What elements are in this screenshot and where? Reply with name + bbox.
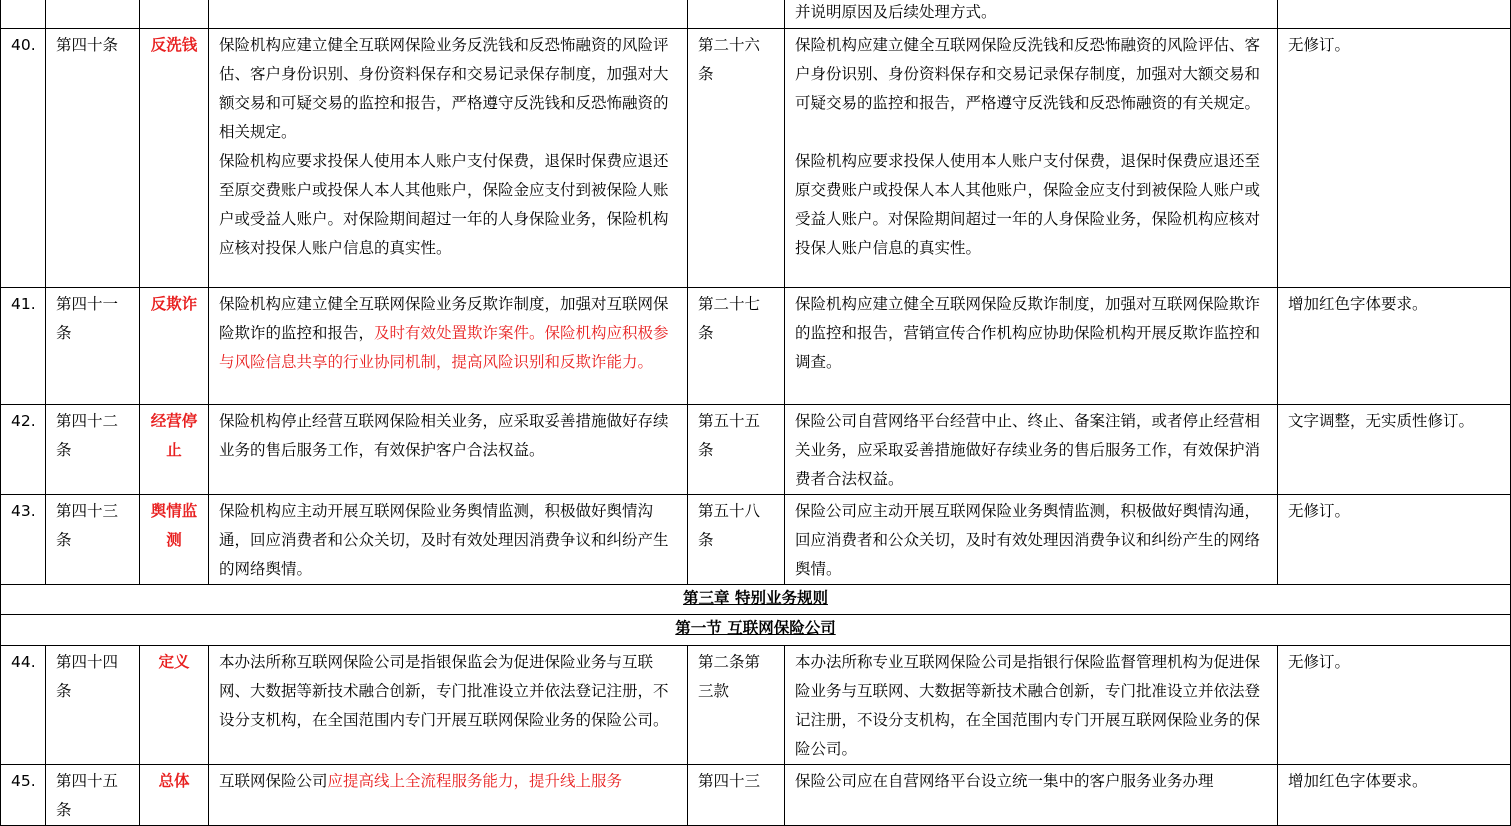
chapter-title: 第三章 特别业务规则 [1,585,1511,615]
table-row [1,495,1511,585]
num-cell: 41. [1,288,46,405]
current-text: 保险机构应建立健全互联网保险业务反欺诈制度，加强对互联网保险欺诈的监控和报告， [219,295,669,342]
note-cell: 文字调整，无实质性修订。 [1278,405,1511,495]
num-cell: 40. [1,29,46,288]
current-text-cell: 保险机构停止经营互联网保险相关业务，应采取妥善措施做好存续业务的售后服务工作，有效保护客户合法权益。 [209,405,688,495]
article-cell [46,0,140,29]
current-text-red: 应提高线上全流程服务能力，提升线上服务 [327,772,623,790]
old-text-cell: 保险公司应在自营网络平台设立统一集中的客户服务业务办理 [785,765,1278,826]
current-text-red: 及时有效处置欺诈案件。保险机构应积极参与风险信息共享的行业协同机制，提高风险识别和反欺诈能力。 [219,324,669,371]
num-cell: 45. [1,765,46,826]
old-paragraph: 保险机构应要求投保人使用本人账户支付保费，退保时保费应退还至原交费账户或投保人本人其他账户，保险金应支付到被保险人账户或受益人账户。对保险期间超过一年的人身保险业务，保险机构应核对投保人账户信息的真实性。 [795,152,1261,257]
old-text-cell: 保险公司自营网络平台经营中止、终止、备案注销，或者停止经营相关业务，应采取妥善措施做好存续业务的售后服务工作，有效保护消费者合法权益。 [785,405,1278,495]
note-cell: 增加红色字体要求。 [1278,288,1511,405]
current-paragraph: 保险机构应建立健全互联网保险业务反洗钱和反恐怖融资的风险评估、客户身份识别、身份资料保存和交易记录保存制度，加强对大额交易和可疑交易的监控和报告，严格遵守反洗钱和反恐怖融资的相关规定。 [219,36,669,141]
current-text-cell [209,288,688,405]
old-article-cell [688,0,785,29]
current-text: 互联网保险公司 [219,772,328,790]
num-cell [1,0,46,29]
article-cell: 第四十条 [46,29,140,288]
old-article-cell: 第二十六条 [688,29,785,288]
table-row [1,405,1511,495]
table-row [1,288,1511,405]
note-cell [1278,0,1511,29]
current-text-cell [209,29,688,288]
current-text-cell: 本办法所称互联网保险公司是指银保监会为促进保险业务与互联网、大数据等新技术融合创新，专门批准设立并依法登记注册，不设分支机构，在全国范围内专门开展互联网保险业务的保险公司。 [209,646,688,765]
article-cell: 第四十四条 [46,646,140,765]
table-row [1,765,1511,826]
topic-cell: 舆情监测 [140,495,209,585]
topic-cell: 反欺诈 [140,288,209,405]
topic-cell: 定义 [140,646,209,765]
article-cell: 第四十二条 [46,405,140,495]
topic-cell: 经营停止 [140,405,209,495]
article-cell: 第四十一条 [46,288,140,405]
old-text-cell: 保险机构应建立健全互联网保险反欺诈制度，加强对互联网保险欺诈的监控和报告，营销宣传合作机构应协助保险机构开展反欺诈监控和调查。 [785,288,1278,405]
note-cell: 增加红色字体要求。 [1278,765,1511,826]
topic-cell: 反洗钱 [140,29,209,288]
num-cell: 42. [1,405,46,495]
note-cell: 无修订。 [1278,646,1511,765]
table-row-fragment [1,0,1511,29]
section-row [1,615,1511,646]
note-cell: 无修订。 [1278,29,1511,288]
num-cell: 44. [1,646,46,765]
old-article-cell: 第四十三 [688,765,785,826]
old-text-cell: 保险公司应主动开展互联网保险业务舆情监测，积极做好舆情沟通，回应消费者和公众关切，及时有效处理因消费争议和纠纷产生的网络舆情。 [785,495,1278,585]
section-title: 第一节 互联网保险公司 [1,615,1511,646]
old-text-cell: 本办法所称专业互联网保险公司是指银行保险监督管理机构为促进保险业务与互联网、大数据等新技术融合创新，专门批准设立并依法登记注册，不设分支机构，在全国范围内专门开展互联网保险业务的保险公司。 [785,646,1278,765]
article-cell: 第四十五条 [46,765,140,826]
old-paragraph: 保险机构应建立健全互联网保险反洗钱和反恐怖融资的风险评估、客户身份识别、身份资料保存和交易记录保存制度，加强对大额交易和可疑交易的监控和报告，严格遵守反洗钱和反恐怖融资的有关规定。 [795,36,1261,112]
article-cell: 第四十三条 [46,495,140,585]
topic-cell: 总体 [140,765,209,826]
table-row [1,29,1511,288]
table-row [1,646,1511,765]
old-text: 并说明原因及后续处理方式。 [795,3,997,21]
topic-cell [140,0,209,29]
num-cell: 43. [1,495,46,585]
old-article-cell: 第二条第三款 [688,646,785,765]
old-article-cell: 第五十八条 [688,495,785,585]
note-cell: 无修订。 [1278,495,1511,585]
current-paragraph: 保险机构应要求投保人使用本人账户支付保费，退保时保费应退还至原交费账户或投保人本人其他账户，保险金应支付到被保险人账户或受益人账户。对保险期间超过一年的人身保险业务，保险机构应核对投保人账户信息的真实性。 [219,152,669,257]
old-text-cell [785,29,1278,288]
current-text-cell [209,765,688,826]
old-text-cell [785,0,1278,29]
old-article-cell: 第二十七条 [688,288,785,405]
current-text-cell [209,0,688,29]
chapter-row [1,585,1511,615]
old-article-cell: 第五十五条 [688,405,785,495]
current-text-cell: 保险机构应主动开展互联网保险业务舆情监测，积极做好舆情沟通，回应消费者和公众关切，及时有效处理因消费争议和纠纷产生的网络舆情。 [209,495,688,585]
